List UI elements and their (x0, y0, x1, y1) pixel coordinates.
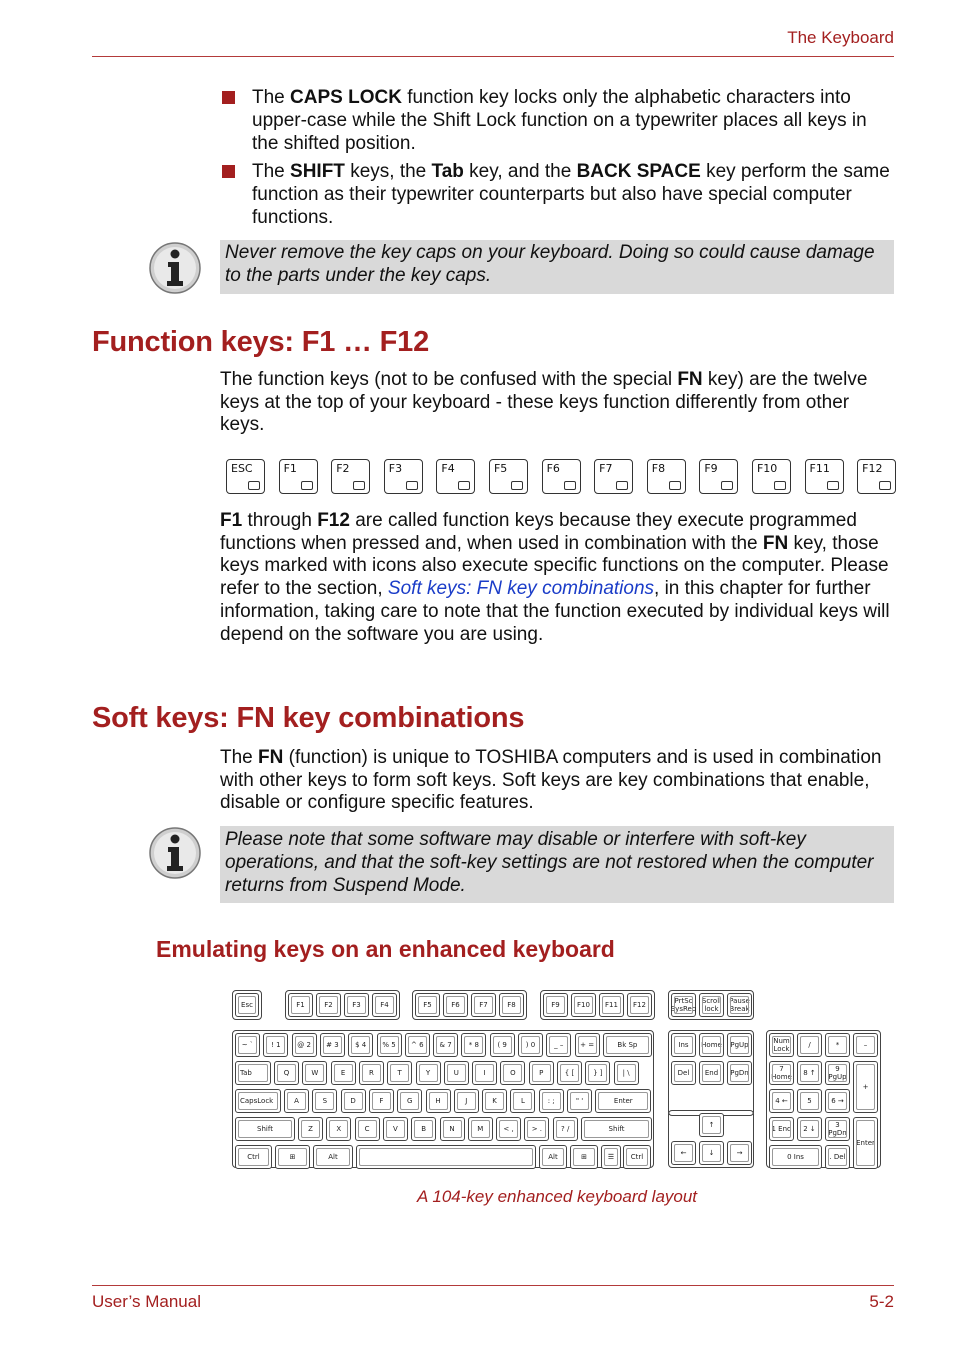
footer-manual-title: User’s Manual (92, 1292, 201, 1311)
header-rule (92, 56, 894, 57)
key (411, 1117, 436, 1141)
key (298, 1117, 323, 1141)
function-key-strip (226, 459, 910, 494)
key-label: N (449, 1125, 455, 1133)
key-label: Tab (240, 1069, 252, 1077)
fkey-function-icon (511, 481, 523, 490)
key (699, 1141, 724, 1165)
key (524, 1117, 549, 1141)
key-label: ( 9 (497, 1041, 507, 1049)
key (405, 1033, 430, 1057)
key (454, 1089, 479, 1113)
section-title-soft-keys: Soft keys: FN key combinations (92, 702, 525, 734)
key (595, 1089, 651, 1113)
key-label: T (397, 1069, 402, 1077)
key-label: # 3 (326, 1041, 339, 1049)
key (499, 993, 524, 1017)
key (529, 1061, 554, 1085)
key (344, 993, 369, 1017)
fkey-f10 (752, 459, 791, 494)
key (797, 1061, 822, 1085)
key (603, 1033, 652, 1057)
fkey-f1 (279, 459, 318, 494)
note-soft-keys: Please note that some software may disable or interfere with soft-key operations, and that the soft-key settings are not restored when the computer returns from Suspend Mode. (220, 826, 894, 903)
key-label: Del (677, 1069, 690, 1077)
key (825, 1061, 850, 1085)
key-label: $ 4 (355, 1041, 367, 1049)
fkey-label: F4 (441, 462, 455, 475)
key-label: G (406, 1097, 413, 1105)
key-label: E (340, 1069, 346, 1077)
key (699, 1033, 724, 1057)
key (416, 1061, 441, 1085)
key-label: + = (580, 1041, 595, 1049)
key (397, 1089, 422, 1113)
key (377, 1033, 402, 1057)
key-label: @ 2 (297, 1041, 311, 1049)
key (235, 1089, 281, 1113)
key (727, 1061, 752, 1085)
key-label: L (520, 1097, 525, 1105)
key-label: . Del (829, 1153, 846, 1161)
key-label: 3 PgDn (828, 1121, 847, 1137)
key (359, 1061, 384, 1085)
key (355, 1117, 380, 1141)
subsection-title-emulating: Emulating keys on an enhanced keyboard (156, 936, 615, 962)
key (585, 1061, 610, 1085)
key (415, 993, 440, 1017)
key (490, 1033, 515, 1057)
bullet-square-icon (222, 165, 235, 178)
key-label: Enter (613, 1097, 633, 1105)
key (825, 1145, 850, 1169)
key (433, 1033, 458, 1057)
key (699, 993, 724, 1017)
key (575, 1033, 600, 1057)
key (769, 1089, 794, 1113)
key-label: ↓ (708, 1149, 715, 1157)
key (518, 1033, 543, 1057)
fkey-function-icon (564, 481, 576, 490)
key (797, 1033, 822, 1057)
fkey-function-icon (669, 481, 681, 490)
key (320, 1033, 345, 1057)
key-label: F3 (352, 1001, 361, 1009)
key-label: H (435, 1097, 441, 1105)
fkey-function-icon (406, 481, 418, 490)
key (387, 1061, 412, 1085)
key (699, 1113, 724, 1137)
key-label: 7 Home (771, 1065, 792, 1081)
key (727, 1033, 752, 1057)
key-label: Ctrl (630, 1153, 644, 1161)
key (292, 1033, 317, 1057)
key (567, 1089, 592, 1113)
key (627, 993, 652, 1017)
fkey-label: F3 (388, 462, 403, 475)
key-label: End (704, 1069, 719, 1077)
key (275, 1145, 310, 1169)
key-label: ↑ (708, 1121, 715, 1129)
key (671, 1061, 696, 1085)
fkey-label: F12 (862, 462, 883, 475)
key (699, 1061, 724, 1085)
key-label: ⊞ (289, 1153, 296, 1161)
key (769, 1061, 794, 1085)
key (472, 1061, 497, 1085)
key-label: F (379, 1097, 384, 1105)
key-label: ☰ (607, 1153, 615, 1161)
fkey-esc (226, 459, 265, 494)
key-label: Z (308, 1125, 313, 1133)
key-label: PrtSc SysReq (670, 997, 697, 1013)
bullet-caps-lock (222, 86, 894, 155)
key (539, 1145, 567, 1169)
key (312, 1089, 337, 1113)
section-title-function-keys: Function keys: F1 … F12 (92, 326, 430, 358)
fkey-label: ESC (231, 462, 253, 475)
key (331, 1061, 356, 1085)
fkey-f9 (699, 459, 738, 494)
key (302, 1061, 327, 1085)
key-label: 9 PgUp (828, 1065, 847, 1081)
key-label: P (539, 1069, 544, 1077)
key-label: ! 1 (271, 1041, 281, 1049)
key-label: D (350, 1097, 356, 1105)
fkey-function-icon (301, 481, 313, 490)
key (235, 1033, 260, 1057)
key-label: ← (680, 1149, 687, 1157)
fkey-function-icon (248, 481, 260, 490)
fkey-function-icon (879, 481, 891, 490)
key-label: S (322, 1097, 328, 1105)
key (383, 1117, 408, 1141)
key (853, 1061, 878, 1113)
fkey-label: F8 (651, 462, 666, 475)
key-label: A (294, 1097, 299, 1105)
key-label: – (863, 1041, 868, 1049)
key (614, 1061, 639, 1085)
key-label: W (311, 1069, 319, 1077)
key-label: PgUp (730, 1041, 749, 1049)
fkey-f12 (857, 459, 896, 494)
key (671, 1033, 696, 1057)
key-label: Enter (856, 1139, 875, 1147)
key (546, 1033, 571, 1057)
bullet-text: The SHIFT keys, the Tab key, and the BACK SPACE key perform the same function as their typewriter counterparts but also have special computer functions. (252, 161, 890, 228)
key-label: + (862, 1083, 869, 1091)
key-label: O (510, 1069, 516, 1077)
key (348, 1033, 373, 1057)
fkey-function-icon (616, 481, 628, 490)
key (313, 1145, 353, 1169)
key-label: Alt (548, 1153, 558, 1161)
key-label: Ins (678, 1041, 689, 1049)
key (288, 993, 313, 1017)
key (440, 1117, 465, 1141)
fkey-f7 (594, 459, 633, 494)
key-label: F10 (577, 1001, 590, 1009)
key-label: 4 ← (775, 1097, 788, 1105)
key-label: : ; (547, 1097, 555, 1105)
key-label: Ctrl (247, 1153, 260, 1161)
key-label: 6 → (831, 1097, 844, 1105)
key-label: Scroll lock (701, 997, 722, 1013)
key-label: X (336, 1125, 342, 1133)
key-label: F9 (551, 1001, 560, 1009)
key (426, 1089, 451, 1113)
key-label: Alt (328, 1153, 338, 1161)
key (539, 1089, 564, 1113)
key (496, 1117, 521, 1141)
fkey-label: F10 (756, 462, 778, 475)
fkey-f4 (436, 459, 475, 494)
key-label: F7 (479, 1001, 488, 1009)
key-label: C (364, 1125, 370, 1133)
key (444, 1061, 469, 1085)
key-label: F4 (380, 1001, 389, 1009)
running-header: The Keyboard (787, 28, 894, 47)
key (369, 1089, 394, 1113)
key-label: Y (425, 1069, 431, 1077)
fkey-f5 (489, 459, 528, 494)
key-label: B (421, 1125, 427, 1133)
key (557, 1061, 582, 1085)
key (341, 1089, 366, 1113)
key-label: * 8 (468, 1041, 479, 1049)
key-label: Esc (241, 1001, 253, 1009)
key (443, 993, 468, 1017)
key-label: F11 (605, 1001, 618, 1009)
key-label: F5 (423, 1001, 432, 1009)
key (581, 1117, 652, 1141)
fkey-label: F5 (493, 462, 508, 475)
key (468, 1117, 493, 1141)
key-label: F2 (324, 1001, 333, 1009)
key-label: Bk Sp (617, 1041, 638, 1049)
key-label: } ] (593, 1069, 603, 1077)
key-label: & 7 (439, 1041, 452, 1049)
key-label: > . (531, 1125, 543, 1133)
key-label: V (392, 1125, 398, 1133)
key-label: F6 (451, 1001, 460, 1009)
key (671, 993, 696, 1017)
soft-keys-intro: The FN (function) is unique to TOSHIBA computers and is used in combination with other keys to form soft keys. Soft keys are key combinations that enable, disable or configure specific features. (220, 747, 882, 814)
key (553, 1117, 578, 1141)
fkey-function-icon (774, 481, 786, 490)
key-label: ~ ` (241, 1041, 254, 1049)
fkey-label: F6 (546, 462, 560, 475)
key (326, 1117, 351, 1141)
key-label: 1 End (771, 1125, 792, 1133)
fkey-f11 (805, 459, 844, 494)
key-label: CapsLock (240, 1097, 274, 1105)
key-label: 5 (807, 1097, 812, 1105)
fkey-function-icon (353, 481, 365, 490)
key-label: ) 0 (525, 1041, 536, 1049)
key-label: 0 Ins (787, 1153, 804, 1161)
key (356, 1145, 536, 1169)
key-label: U (453, 1069, 459, 1077)
key (727, 993, 752, 1017)
key (543, 993, 568, 1017)
key (571, 993, 596, 1017)
key-label: M (477, 1125, 484, 1133)
key (471, 993, 496, 1017)
key (263, 1033, 288, 1057)
fkey-label: F7 (599, 462, 613, 475)
key (570, 1145, 598, 1169)
key-label: R (368, 1069, 374, 1077)
fkey-f6 (542, 459, 581, 494)
figure-caption: A 104-key enhanced keyboard layout (416, 1187, 698, 1206)
key (623, 1145, 651, 1169)
key-label: " ' (575, 1097, 584, 1105)
key-label: K (492, 1097, 497, 1105)
key (316, 993, 341, 1017)
key-label: Num Lock (773, 1037, 790, 1053)
key-label: Shift (608, 1125, 625, 1133)
bullet-text: The CAPS LOCK function key locks only the alphabetic characters into upper-case while the Shift Lock function on a typewriter places all keys in the shifted position. (252, 87, 867, 154)
key-label: F12 (633, 1001, 646, 1009)
key-label: / (808, 1041, 811, 1049)
key (769, 1033, 794, 1057)
key-label: { [ (564, 1069, 575, 1077)
key (853, 1033, 878, 1057)
key-label: I (483, 1069, 486, 1077)
key (284, 1089, 309, 1113)
key (372, 993, 397, 1017)
key (235, 1061, 271, 1085)
key (825, 1117, 850, 1141)
fkey-function-icon (721, 481, 733, 490)
fkey-label: F1 (283, 462, 297, 475)
fkey-label: F11 (809, 462, 830, 475)
key-cap-inner (359, 1148, 533, 1166)
soft-keys-link[interactable]: Soft keys: FN key combinations (387, 578, 655, 600)
bullet-shift (222, 160, 894, 229)
key-label: | \ (622, 1069, 630, 1077)
key-label: _ – (554, 1041, 564, 1049)
key (853, 1117, 878, 1169)
fkey-function-icon (458, 481, 470, 490)
key-label: F8 (507, 1001, 516, 1009)
key-label: F1 (296, 1001, 305, 1009)
info-icon (148, 241, 202, 295)
footer-rule (92, 1285, 894, 1286)
key (235, 1145, 272, 1169)
key (235, 1117, 295, 1141)
key (510, 1089, 535, 1113)
key-label: 2 ↓ (803, 1125, 816, 1133)
key (727, 1141, 752, 1165)
fkey-label: F9 (704, 462, 718, 475)
key (797, 1089, 822, 1113)
key (825, 1033, 850, 1057)
key-label: PgDn (730, 1069, 749, 1077)
key-label: → (736, 1149, 743, 1157)
key-label: Q (283, 1069, 290, 1077)
key (461, 1033, 486, 1057)
key-label: ? / (561, 1125, 570, 1133)
info-icon (148, 826, 202, 880)
key (825, 1089, 850, 1113)
function-keys-intro: The function keys (not to be confused with the special FN key) are the twelve keys at the top of your keyboard - these keys function differently from other keys. (220, 369, 868, 436)
key (769, 1117, 794, 1141)
key (601, 1145, 621, 1169)
key-label: J (465, 1097, 468, 1105)
key (274, 1061, 299, 1085)
key-label: < , (503, 1125, 514, 1133)
key-label: % 5 (382, 1041, 396, 1049)
key-label: * (835, 1041, 840, 1049)
fkey-label: F2 (336, 462, 350, 475)
key-label: Pause Break (729, 997, 750, 1013)
key (500, 1061, 525, 1085)
key-label: ⊞ (581, 1153, 587, 1161)
key-label: Shift (257, 1125, 273, 1133)
note-keycaps: Never remove the key caps on your keyboard. Doing so could cause damage to the parts under the key caps. (220, 240, 894, 294)
bullet-square-icon (222, 91, 235, 104)
key (599, 993, 624, 1017)
fkey-f8 (647, 459, 686, 494)
key-label: ^ 6 (411, 1041, 424, 1049)
key (235, 993, 259, 1017)
key (797, 1117, 822, 1141)
key-label: Home (701, 1041, 722, 1049)
key (671, 1141, 696, 1165)
key (769, 1145, 822, 1169)
key (482, 1089, 507, 1113)
fkey-function-icon (827, 481, 839, 490)
function-keys-description: F1 through F12 are called function keys because they execute programmed functions when pressed and, when used in combination with the FN key, those keys marked with icons also execute specific functions on the computer. Please refer to the section, Soft keys: FN key combinations, in this chapter for further information, taking care to note that the function executed by individual keys will depend on the software you are using. (220, 510, 890, 645)
key-label: 8 ↑ (803, 1069, 816, 1077)
fkey-f2 (331, 459, 370, 494)
footer-page-number: 5-2 (869, 1292, 894, 1311)
fkey-f3 (384, 459, 423, 494)
